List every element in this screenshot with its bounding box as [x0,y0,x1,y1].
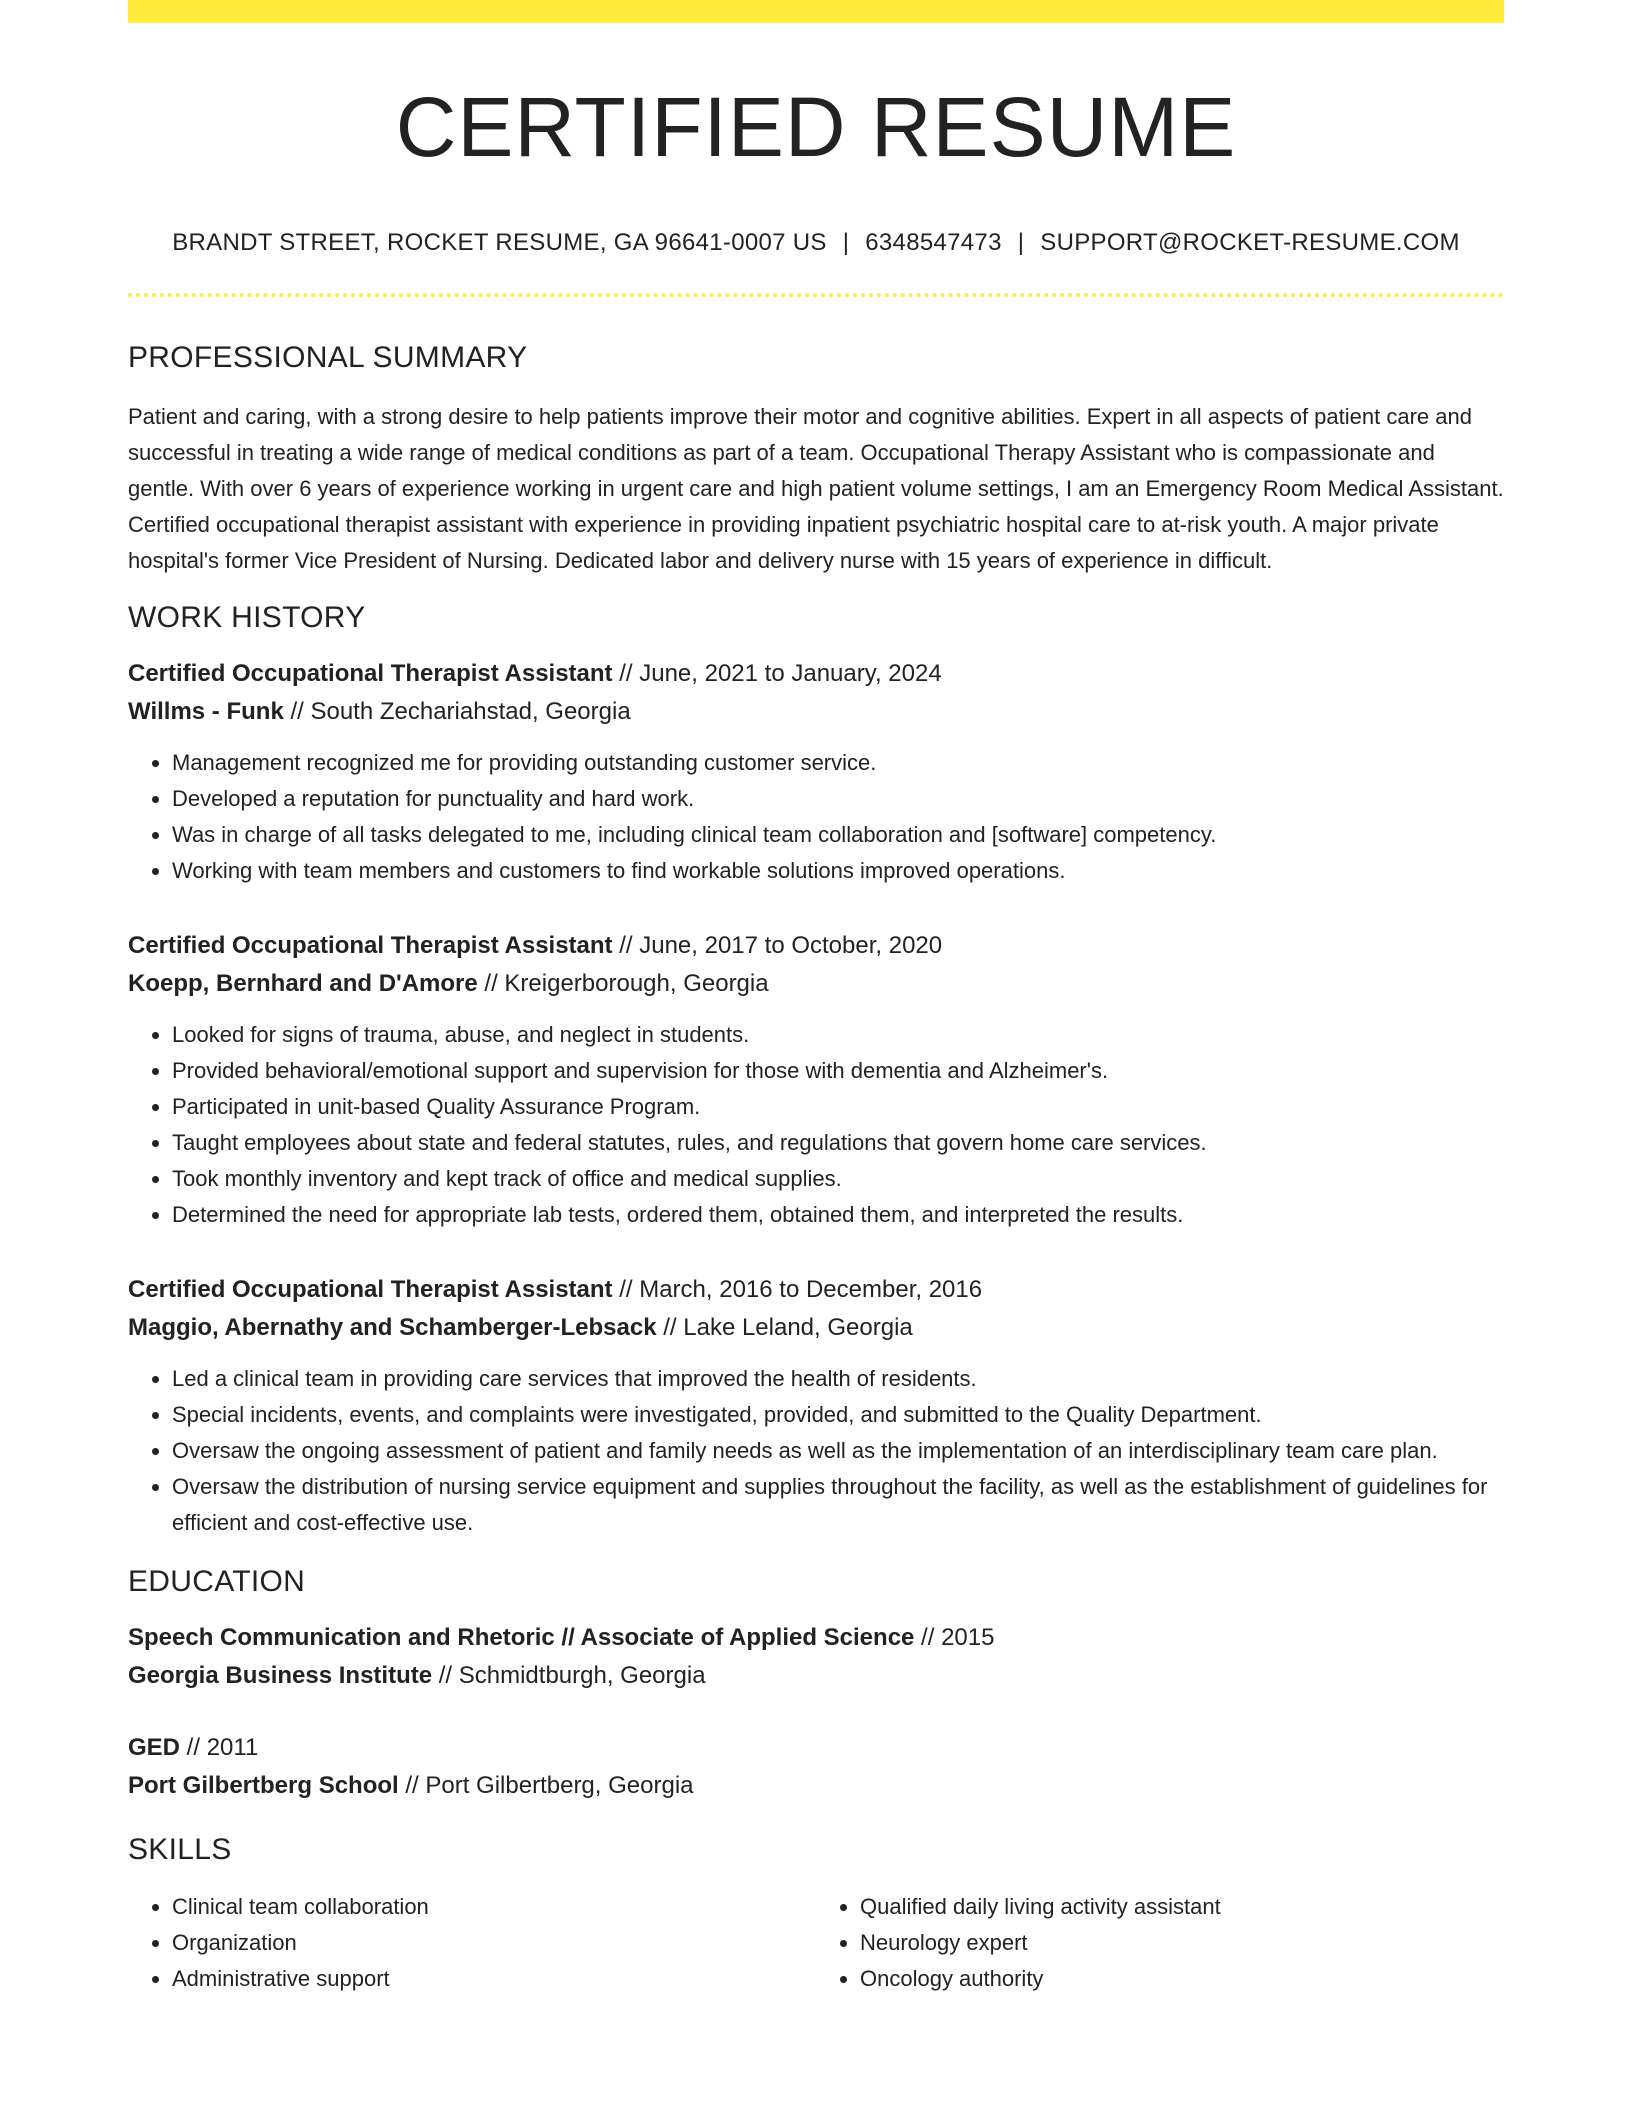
job-bullet: • Was in charge of all tasks delegated to me, including clinical team collaboration and [software] competency. [172,817,1504,853]
job-bullet: • Took monthly inventory and kept track of office and medical supplies. [172,1161,1504,1197]
education-school-line [128,1767,1504,1805]
skill-item: • Neurology expert [860,1925,1504,1961]
job-bullet: • Management recognized me for providing outstanding customer service. [172,745,1504,781]
skills-columns [128,1889,1504,1997]
job-company: Maggio, Abernathy and Schamberger-Lebsack [128,1314,657,1342]
skills-list-left [128,1889,816,1997]
job-dates: // June, 2021 to January, 2024 [612,660,942,688]
job-bullets [128,1017,1504,1233]
job-location: // Lake Leland, Georgia [656,1314,913,1342]
job-role-line [128,655,1504,693]
resume-page [128,0,1504,1997]
job-bullet: • Determined the need for appropriate lab tests, ordered them, obtained them, and interpreted the results. [172,1197,1504,1233]
education-year: // 2015 [914,1624,995,1652]
job-role-line [128,1271,1504,1309]
job-bullets [128,745,1504,889]
skill-item: • Oncology authority [860,1961,1504,1997]
education-location: // Schmidtburgh, Georgia [432,1662,706,1690]
job-bullet: • Provided behavioral/emotional support and supervision for those with dementia and Alzheimer's. [172,1053,1504,1089]
job-bullet: • Oversaw the distribution of nursing service equipment and supplies throughout the facility, as well as the establishment of guidelines for efficient and cost-effective use. [172,1469,1504,1541]
job-entry [128,655,1504,889]
job-bullet: • Taught employees about state and federal statutes, rules, and regulations that govern home care services. [172,1125,1504,1161]
education-degree: GED [128,1734,181,1762]
contact-line [128,229,1504,257]
job-bullet: • Led a clinical team in providing care services that improved the health of residents. [172,1361,1504,1397]
summary-text: Patient and caring, with a strong desire to help patients improve their motor and cognitive abilities. Expert in all aspects of patient care and successful in treating a wide range of medical conditions as part of a team. Occupational Therapy Assistant who is compassionate and gentle. With over 6 years of experience working in urgent care and high patient volume settings, I am an Emergency Room Medical Assistant. Certified occupational therapist assistant with experience in providing inpatient psychiatric hospital care to at-risk youth. A major private hospital's former Vice President of Nursing. Dedicated labor and delivery nurse with 15 years of experience in difficult. [128,404,1504,574]
contact-address: BRANDT STREET, ROCKET RESUME, GA 96641-0007 US [172,229,827,257]
job-bullet: • Looked for signs of trauma, abuse, and neglect in students. [172,1017,1504,1053]
education-school: Port Gilbertberg School [128,1772,399,1800]
job-dates: // June, 2017 to October, 2020 [612,932,943,960]
job-bullet: • Working with team members and customers to find workable solutions improved operations. [172,853,1504,889]
dotted-divider [128,293,1504,297]
skills-list-right [816,1889,1504,1997]
job-location: // Kreigerborough, Georgia [477,970,769,998]
skill-item: • Administrative support [172,1961,816,1997]
section-title-work-history: WORK HISTORY [128,601,366,635]
job-entry [128,1271,1504,1541]
education-year: // 2011 [180,1734,259,1762]
section-title-summary: PROFESSIONAL SUMMARY [128,341,528,375]
job-bullet: • Oversaw the ongoing assessment of patient and family needs as well as the implementation of an interdisciplinary team care plan. [172,1433,1504,1469]
contact-separator: | [842,229,850,257]
job-bullets [128,1361,1504,1541]
job-role: Certified Occupational Therapist Assistant [128,660,613,688]
job-company-line [128,965,1504,1003]
skill-item: • Qualified daily living activity assistant [860,1889,1504,1925]
education-school: Georgia Business Institute [128,1662,433,1690]
job-company-line [128,1309,1504,1347]
job-role: Certified Occupational Therapist Assistant [128,932,613,960]
job-bullet: • Participated in unit-based Quality Assurance Program. [172,1089,1504,1125]
job-location: // South Zechariahstad, Georgia [283,698,631,726]
accent-top-bar [128,0,1504,23]
contact-separator: | [1017,229,1025,257]
section-title-education: EDUCATION [128,1565,306,1599]
contact-email: SUPPORT@ROCKET-RESUME.COM [1040,229,1460,257]
job-company: Koepp, Bernhard and D'Amore [128,970,478,998]
skill-item: • Clinical team collaboration [172,1889,816,1925]
section-title-skills: SKILLS [128,1833,232,1867]
job-dates: // March, 2016 to December, 2016 [612,1276,983,1304]
skill-item: • Organization [172,1925,816,1961]
job-role-line [128,927,1504,965]
job-company: Willms - Funk [128,698,284,726]
education-entry [128,1619,1504,1695]
education-degree: Speech Communication and Rhetoric // Associate of Applied Science [128,1624,915,1652]
education-entry [128,1729,1504,1805]
education-school-line [128,1657,1504,1695]
job-bullet: • Developed a reputation for punctuality and hard work. [172,781,1504,817]
education-degree-line [128,1729,1504,1767]
job-bullet: • Special incidents, events, and complaints were investigated, provided, and submitted to the Quality Department. [172,1397,1504,1433]
resume-name: CERTIFIED RESUME [395,80,1237,174]
contact-phone: 6348547473 [865,229,1002,257]
job-entry [128,927,1504,1233]
job-company-line [128,693,1504,731]
education-degree-line [128,1619,1504,1657]
education-location: // Port Gilbertberg, Georgia [398,1772,694,1800]
job-role: Certified Occupational Therapist Assistant [128,1276,613,1304]
